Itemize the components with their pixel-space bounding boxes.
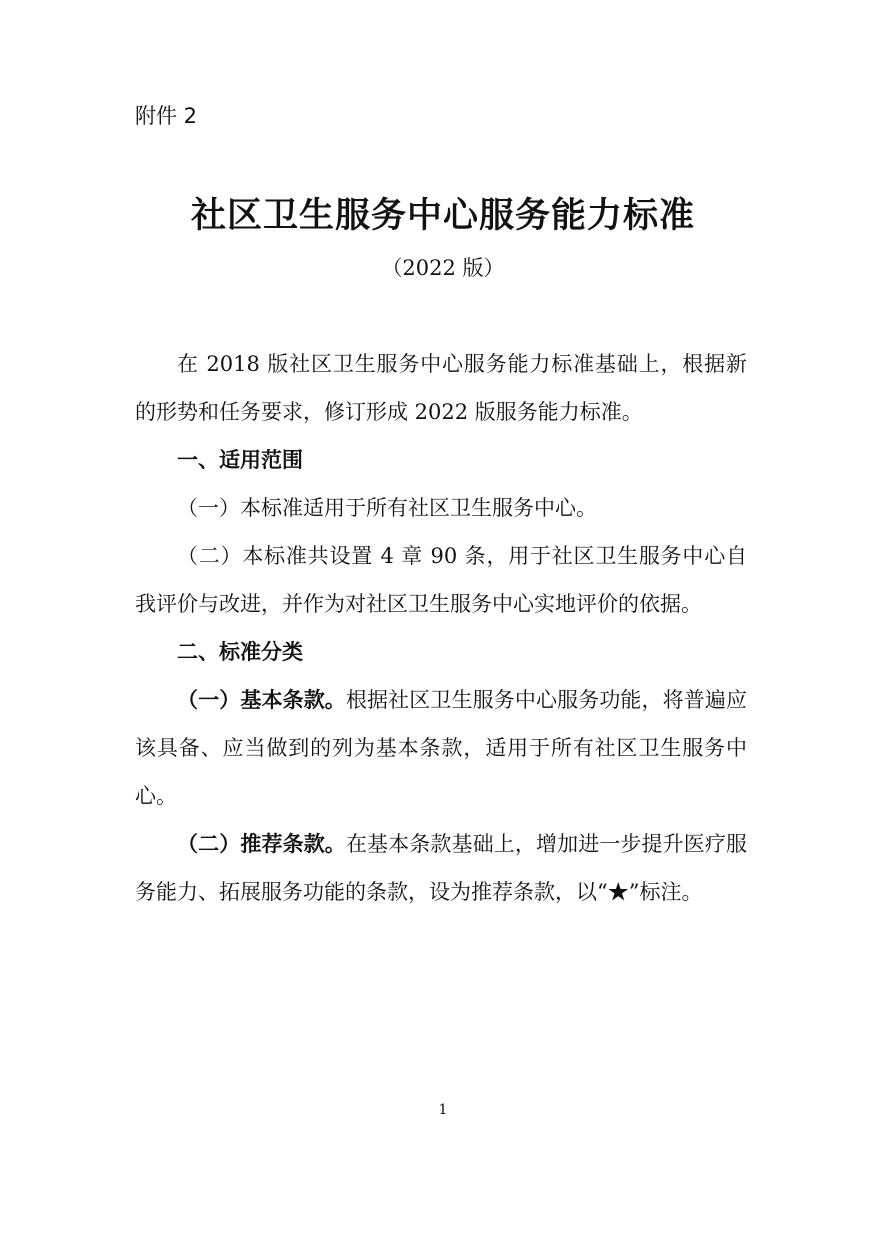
attachment-label: 附件 2 [135, 104, 198, 128]
basic-clause-text: 根据社区卫生服务中心服务功能，将普遍应该具备、应当做到的列为基本条款，适用于所有社区卫生服务中心。 [135, 688, 748, 808]
classification-item-1 [135, 676, 747, 820]
intro-paragraph: 在 2018 版社区卫生服务中心服务能力标准基础上，根据新的形势和任务要求，修订形成 2022 版服务能力标准。 [135, 352, 747, 424]
scope-item-1: （一）本标准适用于所有社区卫生服务中心。 [177, 496, 597, 520]
document-subtitle: （2022 版） [381, 256, 505, 280]
basic-clause-lead: （一）基本条款。 [177, 687, 346, 712]
classification-item-2 [135, 820, 747, 916]
section-heading-classification: 二、标准分类 [177, 640, 303, 664]
recommended-clause-lead: （二）推荐条款。 [177, 831, 346, 856]
recommended-clause-text: 在基本条款基础上，增加进一步提升医疗服务能力、拓展服务功能的条款，设为推荐条款，以“★”标注。 [135, 832, 748, 904]
page-number: 1 [438, 1102, 448, 1118]
section-heading-scope: 一、适用范围 [177, 448, 303, 472]
document-body [135, 340, 747, 916]
scope-item-2: （二）本标准共设置 4 章 90 条，用于社区卫生服务中心自我评价与改进，并作为对社区卫生服务中心实地评价的依据。 [135, 544, 747, 616]
document-title: 社区卫生服务中心服务能力标准 [190, 195, 695, 236]
